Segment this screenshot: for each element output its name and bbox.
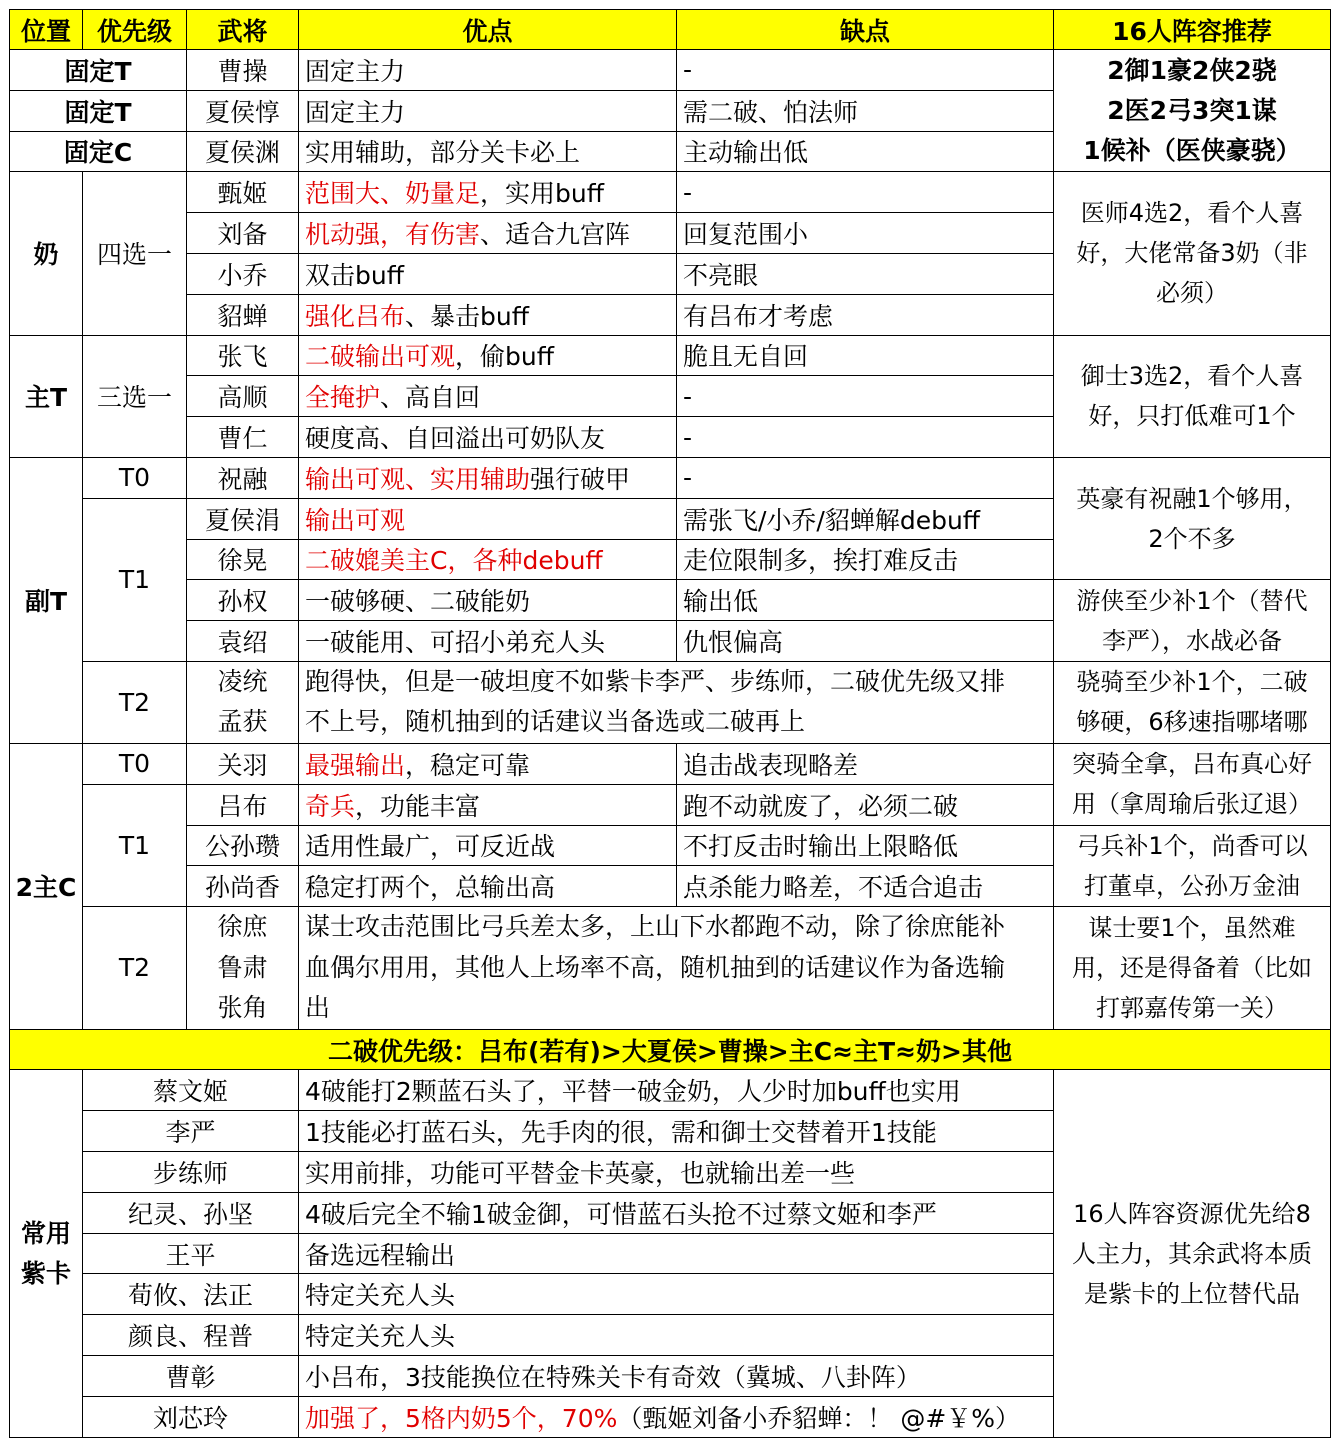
- pros-cell: [299, 825, 677, 866]
- position-cell: 常用 紫卡: [10, 1070, 83, 1437]
- general-name: 貂蝉: [187, 294, 299, 335]
- banner-row: [10, 1029, 1331, 1070]
- merged-comment: [299, 661, 1054, 743]
- general-name: 刘芯玲: [83, 1396, 299, 1437]
- cons-cell: 追击战表现略差: [677, 743, 1054, 784]
- general-names: 凌统 孟获: [187, 661, 299, 743]
- text-segment: 加强了，5格内奶5个，70%: [305, 1403, 618, 1433]
- pros-cell: [299, 335, 677, 376]
- header-recommendation: 16人阵容推荐: [1054, 10, 1331, 50]
- recommendation-note: 16人阵容资源优先给8 人主力，其余武将本质 是紫卡的上位替代品: [1054, 1070, 1331, 1437]
- priority-tier: T0: [83, 743, 187, 784]
- cons-cell: 主动输出低: [677, 131, 1054, 172]
- priority-tier: T2: [83, 661, 187, 743]
- pros-cell: [299, 457, 677, 498]
- cons-cell: 回复范围小: [677, 213, 1054, 254]
- pros-cell: [299, 376, 677, 417]
- text-segment: 范围大、奶量足: [305, 179, 481, 209]
- position-cell: 固定C: [10, 131, 187, 172]
- position-cell: 固定T: [10, 50, 187, 91]
- priority-tier: T1: [83, 498, 187, 661]
- text-segment: 二破输出可观: [305, 342, 456, 372]
- text-segment: 、高自回: [380, 383, 481, 413]
- text-segment: ，实用buff: [480, 179, 604, 209]
- general-name: 徐晃: [187, 539, 299, 580]
- text-segment: 硬度高、自回溢出可奶队友: [305, 424, 606, 454]
- description-cell: [299, 1315, 1054, 1356]
- description-cell: [299, 1356, 1054, 1397]
- cons-cell: -: [677, 172, 1054, 213]
- cons-cell: -: [677, 457, 1054, 498]
- table-row: [10, 457, 1331, 498]
- recommendation-note: 谋士要1个，虽然难 用，还是得备着（比如 打郭嘉传第一关）: [1054, 907, 1331, 1030]
- recommendation-note: 医师4选2，看个人喜 好，大佬常备3奶（非 必须）: [1054, 172, 1331, 335]
- table-row: [10, 50, 1331, 91]
- header-position: 位置: [10, 10, 83, 50]
- pros-cell: [299, 743, 677, 784]
- text-segment: 4破后完全不输1破金御，可惜蓝石头抢不过蔡文姬和李严: [305, 1199, 937, 1229]
- table-row: [10, 661, 1331, 702]
- text-segment: 最强输出: [305, 750, 406, 780]
- general-name: 曹操: [187, 50, 299, 91]
- priority-tier: T0: [83, 457, 187, 498]
- text-segment: 实用辅助，部分关卡必上: [305, 138, 581, 168]
- general-name: 孙尚香: [187, 866, 299, 907]
- recommendation-main: 2御1豪2侠2骁 2医2弓3突1谋 1候补（医侠豪骁）: [1054, 50, 1331, 172]
- text-segment: 小吕布，3技能换位在特殊关卡有奇效（冀城、八卦阵）: [305, 1362, 921, 1392]
- recommendation-note: 英豪有祝融1个够用， 2个不多: [1054, 457, 1331, 579]
- pros-cell: [299, 294, 677, 335]
- text-segment: 1技能必打蓝石头，先手肉的很，需和御士交替着开1技能: [305, 1118, 937, 1148]
- text-segment: ，稳定可靠: [405, 750, 531, 780]
- general-name: 蔡文姬: [83, 1070, 299, 1111]
- cons-cell: 需张飞/小乔/貂蝉解debuff: [677, 498, 1054, 539]
- priority-tier: T1: [83, 784, 187, 906]
- pros-cell: [299, 172, 677, 213]
- pros-cell: [299, 580, 677, 621]
- description-cell: [299, 1233, 1054, 1274]
- priority-tier: T2: [83, 907, 187, 1030]
- position-cell: 固定T: [10, 90, 187, 131]
- text-segment: 备选远程输出: [305, 1240, 456, 1270]
- general-name: 吕布: [187, 784, 299, 825]
- text-segment: 特定关充人头: [305, 1281, 456, 1311]
- text-segment: 固定主力: [305, 56, 406, 86]
- table-row: [10, 1070, 1331, 1111]
- general-name: 公孙瓒: [187, 825, 299, 866]
- pros-cell: [299, 50, 677, 91]
- text-segment: 输出可观: [305, 505, 406, 535]
- general-name: 祝融: [187, 457, 299, 498]
- description-cell: [299, 1152, 1054, 1193]
- pros-cell: [299, 784, 677, 825]
- cons-cell: -: [677, 50, 1054, 91]
- cons-cell: 走位限制多，挨打难反击: [677, 539, 1054, 580]
- cons-cell: -: [677, 376, 1054, 417]
- table-row: [10, 580, 1331, 621]
- pros-cell: [299, 498, 677, 539]
- general-name: 孙权: [187, 580, 299, 621]
- cons-cell: -: [677, 417, 1054, 458]
- text-segment: 谋士攻击范围比弓兵差太多，上山下水都跑不动，除了徐庶能补 血偶尔用用，其他人上场率不高，随机抽到的话建议作为备选输 出: [305, 912, 1006, 1023]
- header-row: [10, 10, 1331, 50]
- cons-cell: 输出低: [677, 580, 1054, 621]
- text-segment: 输出可观、实用辅助: [305, 464, 531, 494]
- header-priority: 优先级: [83, 10, 187, 50]
- text-segment: 、适合九宫阵: [480, 220, 631, 250]
- text-segment: 、暴击buff: [405, 301, 529, 331]
- general-name: 颜良、程普: [83, 1315, 299, 1356]
- text-segment: 机动强，有伤害: [305, 220, 481, 250]
- pros-cell: [299, 253, 677, 294]
- general-name: 高顺: [187, 376, 299, 417]
- cons-cell: 有吕布才考虑: [677, 294, 1054, 335]
- general-name: 步练师: [83, 1152, 299, 1193]
- general-name: 夏侯渊: [187, 131, 299, 172]
- position-cell: 2主C: [10, 743, 83, 1029]
- table-row: [10, 907, 1331, 948]
- text-segment: 实用前排，功能可平替金卡英豪，也就输出差一些: [305, 1158, 856, 1188]
- text-segment: ，功能丰富: [355, 791, 481, 821]
- general-name: 夏侯惇: [187, 90, 299, 131]
- description-cell: [299, 1396, 1054, 1437]
- description-cell: [299, 1192, 1054, 1233]
- position-cell: 主T: [10, 335, 83, 457]
- text-segment: 稳定打两个，总输出高: [305, 873, 556, 903]
- table-row: [10, 743, 1331, 784]
- breakthrough-priority-banner: 二破优先级：吕布(若有)>大夏侯>曹操>主C≈主T≈奶>其他: [10, 1029, 1331, 1070]
- text-segment: 一破能用、可招小弟充人头: [305, 628, 606, 658]
- general-name: 刘备: [187, 213, 299, 254]
- cons-cell: 不打反击时输出上限略低: [677, 825, 1054, 866]
- general-name: 袁绍: [187, 621, 299, 662]
- pros-cell: [299, 866, 677, 907]
- description-cell: [299, 1070, 1054, 1111]
- cons-cell: 不亮眼: [677, 253, 1054, 294]
- general-name: 纪灵、孙坚: [83, 1192, 299, 1233]
- text-segment: 跑得快，但是一破坦度不如紫卡李严、步练师，二破优先级又排 不上号，随机抽到的话建议当备选或二破再上: [305, 666, 1006, 737]
- text-segment: 4破能打2颗蓝石头了，平替一破金奶，人少时加buff也实用: [305, 1077, 961, 1107]
- merged-comment: [299, 907, 1054, 1030]
- text-segment: （甄姬刘备小乔貂蝉：！ @#￥%）: [617, 1403, 1021, 1433]
- position-cell: 副T: [10, 457, 83, 743]
- general-name: 小乔: [187, 253, 299, 294]
- recommendation-note: 游侠至少补1个（替代 李严），水战必备: [1054, 580, 1331, 662]
- pros-cell: [299, 621, 677, 662]
- recommendation-note: 弓兵补1个，尚香可以 打董卓，公孙万金油: [1054, 825, 1331, 907]
- text-segment: 双击buff: [305, 260, 404, 290]
- table-row: [10, 172, 1331, 213]
- text-segment: 强行破甲: [530, 464, 631, 494]
- text-segment: 强化吕布: [305, 301, 406, 331]
- pros-cell: [299, 131, 677, 172]
- general-name: 甄姬: [187, 172, 299, 213]
- text-segment: 固定主力: [305, 97, 406, 127]
- general-name: 荀攸、法正: [83, 1274, 299, 1315]
- pros-cell: [299, 539, 677, 580]
- recommendation-note: 骁骑至少补1个，二破 够硬，6移速指哪堵哪: [1054, 661, 1331, 743]
- recommendation-note: 突骑全拿，吕布真心好 用（拿周瑜后张辽退）: [1054, 743, 1331, 825]
- header-general: 武将: [187, 10, 299, 50]
- text-segment: 特定关充人头: [305, 1322, 456, 1352]
- pros-cell: [299, 90, 677, 131]
- general-name: 夏侯涓: [187, 498, 299, 539]
- cons-cell: 脆且无自回: [677, 335, 1054, 376]
- priority-tier: 三选一: [83, 335, 187, 457]
- description-cell: [299, 1274, 1054, 1315]
- lineup-table: [9, 9, 1331, 1438]
- general-names: 徐庶 鲁肃 张角: [187, 907, 299, 1030]
- text-segment: 奇兵: [305, 791, 356, 821]
- cons-cell: 跑不动就废了，必须二破: [677, 784, 1054, 825]
- general-name: 曹仁: [187, 417, 299, 458]
- description-cell: [299, 1111, 1054, 1152]
- recommendation-note: 御士3选2，看个人喜 好，只打低难可1个: [1054, 335, 1331, 457]
- cons-cell: 点杀能力略差，不适合追击: [677, 866, 1054, 907]
- general-name: 曹彰: [83, 1356, 299, 1397]
- text-segment: 一破够硬、二破能奶: [305, 587, 531, 617]
- priority-tier: 四选一: [83, 172, 187, 335]
- general-name: 张飞: [187, 335, 299, 376]
- cons-cell: 仇恨偏高: [677, 621, 1054, 662]
- general-name: 李严: [83, 1111, 299, 1152]
- table-row: [10, 335, 1331, 376]
- pros-cell: [299, 213, 677, 254]
- header-cons: 缺点: [677, 10, 1054, 50]
- position-cell: 奶: [10, 172, 83, 335]
- cons-cell: 需二破、怕法师: [677, 90, 1054, 131]
- text-segment: 适用性最广，可反近战: [305, 832, 556, 862]
- header-pros: 优点: [299, 10, 677, 50]
- pros-cell: [299, 417, 677, 458]
- text-segment: ，偷buff: [455, 342, 554, 372]
- general-name: 关羽: [187, 743, 299, 784]
- text-segment: 二破媲美主C，各种debuff: [305, 546, 603, 576]
- general-name: 王平: [83, 1233, 299, 1274]
- text-segment: 全掩护: [305, 383, 381, 413]
- table-row: [10, 825, 1331, 866]
